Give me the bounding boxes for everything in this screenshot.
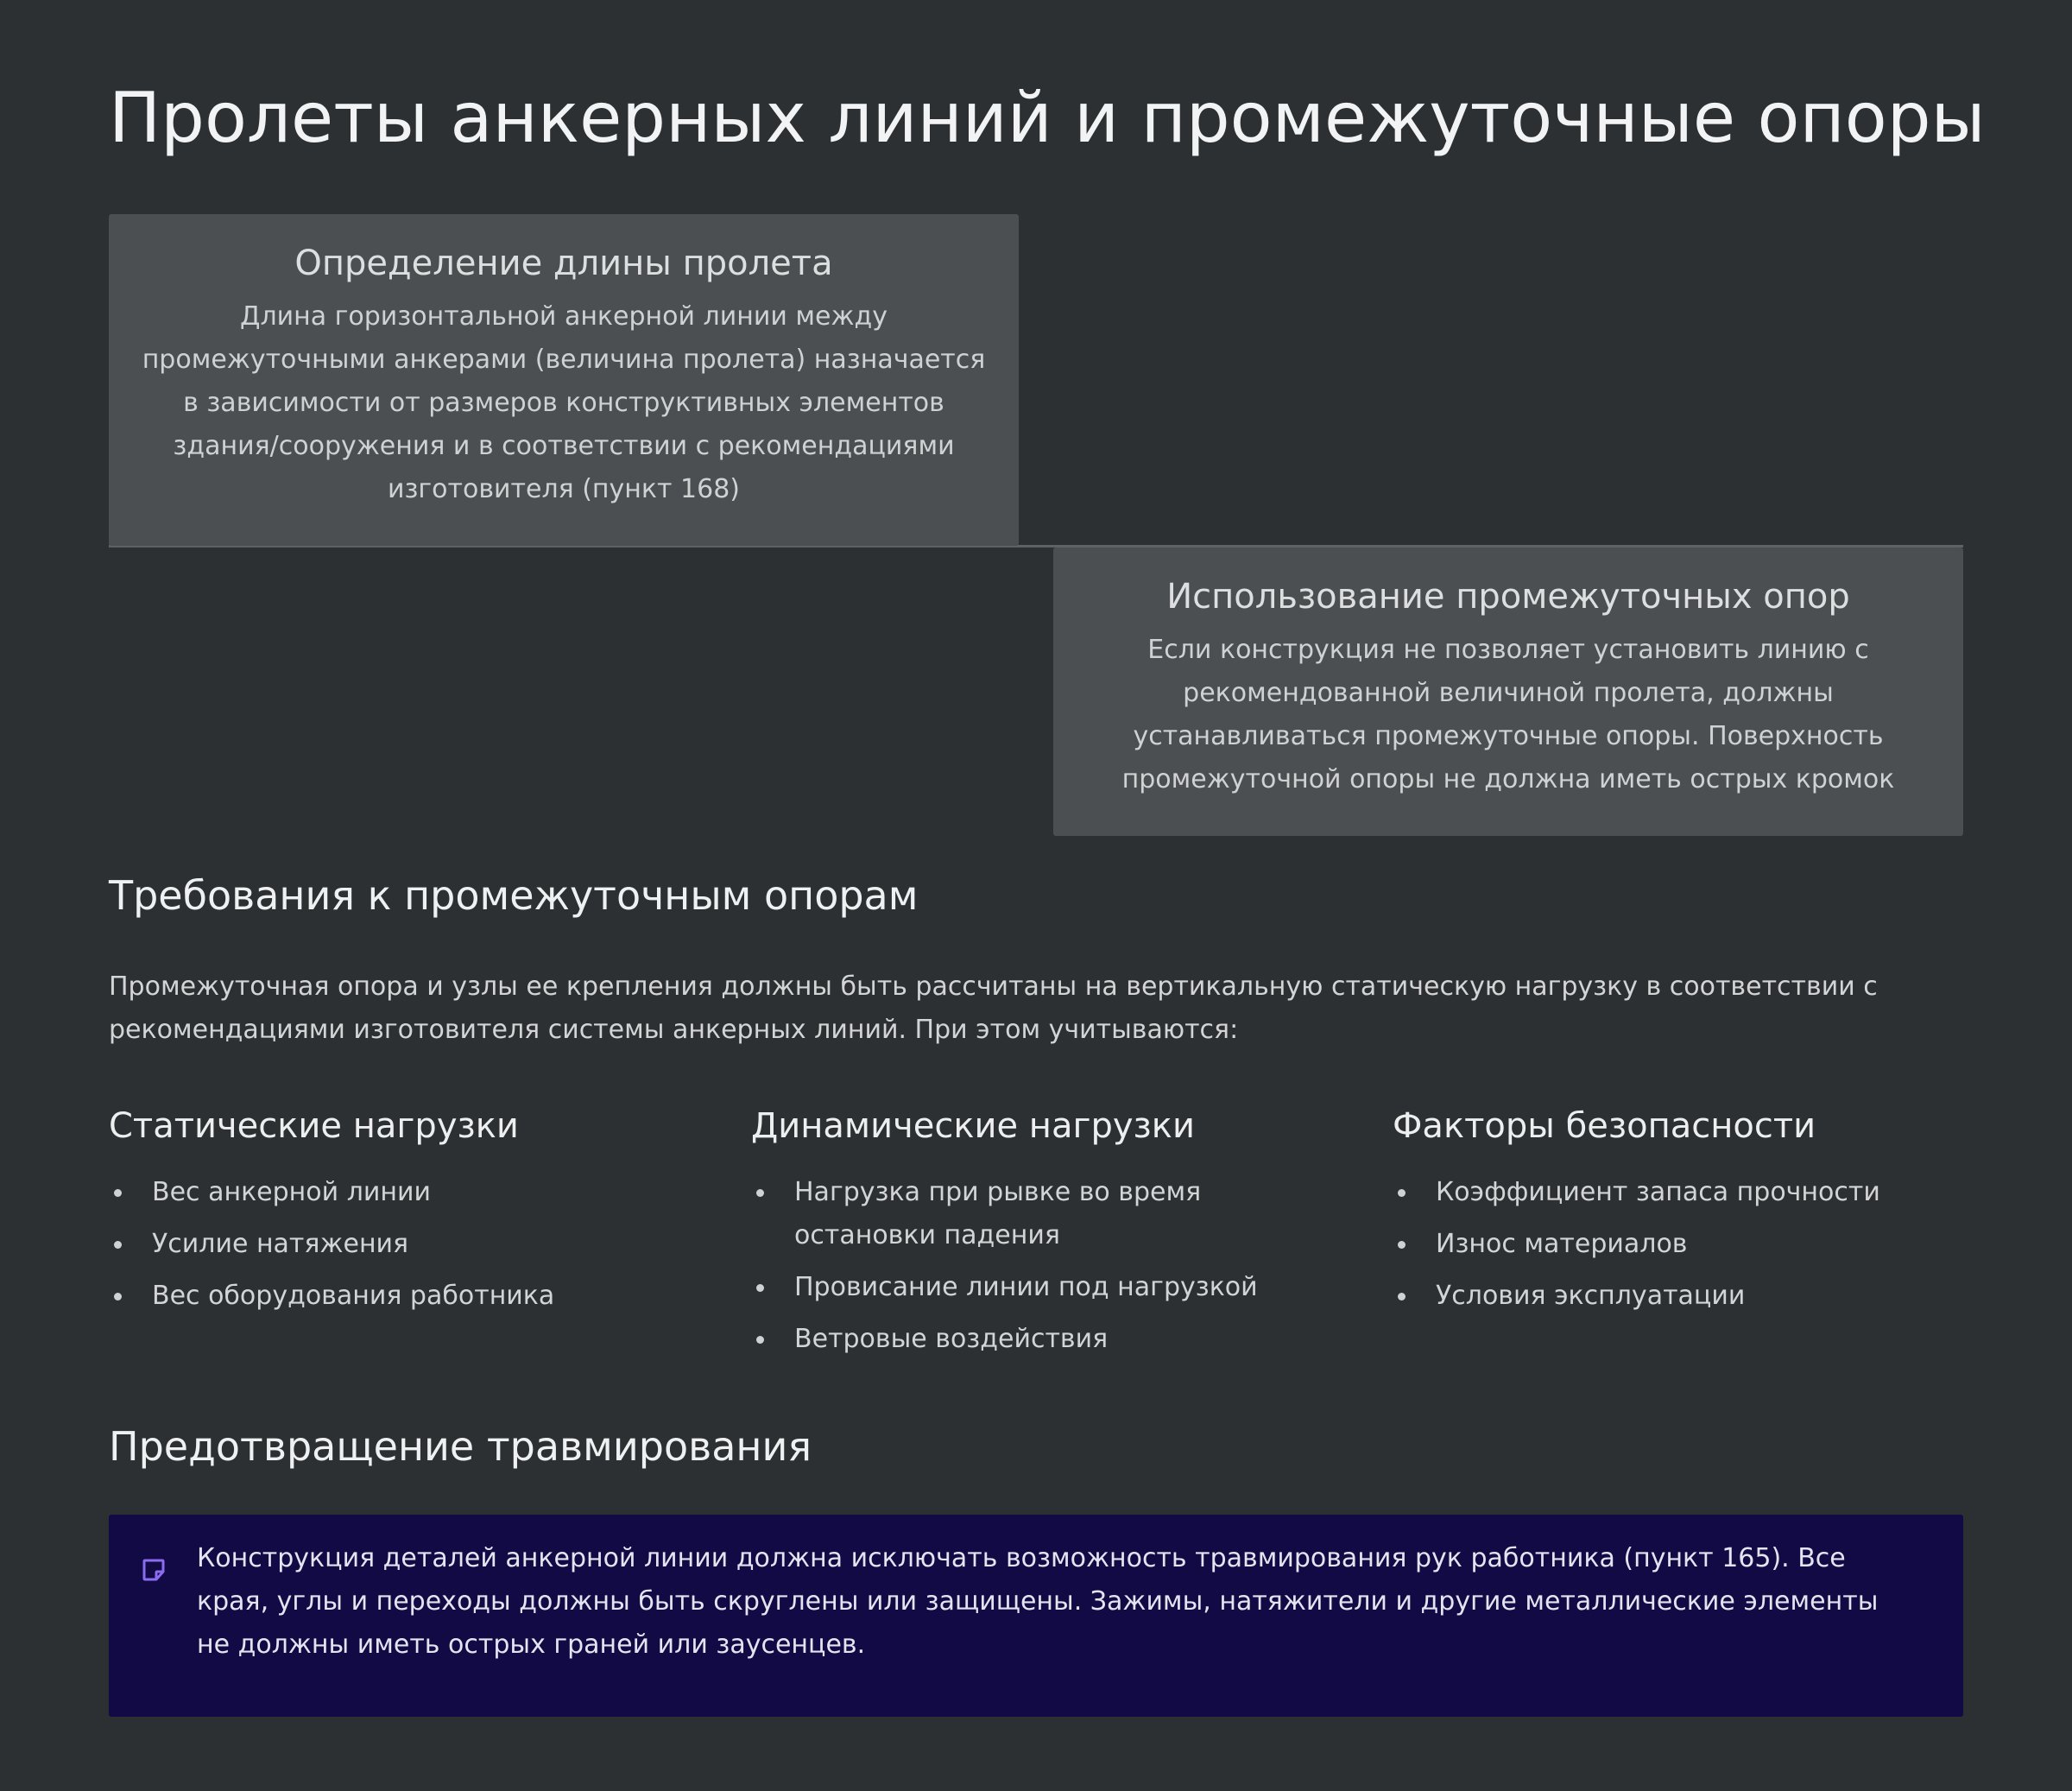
list-item: Нагрузка при рывке во время остановки падения [751, 1171, 1217, 1257]
injury-note-callout [109, 1515, 1963, 1717]
column-title: Статические нагрузки [109, 1106, 519, 1146]
list-item: Усилие натяжения [109, 1223, 704, 1266]
timeline-cards [109, 214, 1963, 836]
column-static-loads [109, 1102, 704, 1326]
card-intermediate-supports [1053, 547, 1963, 836]
card-text: Если конструкция не позволяет установить линию с рекомендованной величиной пролета, должны устанавливаться промежуточные опоры. Поверхность промежуточной опоры не должна иметь острых кромок [1121, 635, 1895, 794]
page-title: Пролеты анкерных линий и промежуточные опоры [109, 78, 1986, 158]
column-safety-factors [1393, 1102, 1988, 1326]
list-item: Условия эксплуатации [1393, 1275, 1988, 1318]
load-columns [109, 1102, 1963, 1395]
note-text: Конструкция деталей анкерной линии должна исключать возможность травмирования рук работника (пункт 165). Все края, углы и переходы должны быть скруглены или защищены. Зажимы, натяжители и другие металлические элементы не должны иметь острых граней или заусенцев. [197, 1543, 1879, 1660]
card-text: Длина горизонтальной анкерной линии между промежуточными анкерами (величина пролета) назначается в зависимости от размеров конструктивных элементов здания/сооружения и в соответствии с рекомендациями изготовителя (пункт 168) [142, 301, 986, 504]
list-item: Вес оборудования работника [109, 1275, 704, 1318]
note-icon [142, 1558, 166, 1582]
list-item: Ветровые воздействия [751, 1318, 1347, 1361]
bullet-list [751, 1171, 1347, 1361]
list-item: Коэффициент запаса прочности [1393, 1171, 1988, 1214]
requirements-intro: Промежуточная опора и узлы ее крепления должны быть рассчитаны на вертикальную статическую нагрузку в соответствии с рекомендациями изготовителя системы анкерных линий. При этом учитываются: [109, 971, 1878, 1045]
list-item: Износ материалов [1393, 1223, 1988, 1266]
card-span-definition [109, 214, 1019, 546]
bullet-list [1393, 1171, 1988, 1318]
card-title: Определение длины пролета [294, 244, 833, 283]
column-dynamic-loads [751, 1102, 1347, 1370]
injury-prevention-heading: Предотвращение травмирования [109, 1423, 812, 1470]
list-item: Вес анкерной линии [109, 1171, 704, 1214]
card-title: Использование промежуточных опор [1166, 577, 1850, 617]
requirements-heading: Требования к промежуточным опорам [109, 872, 919, 919]
bullet-list [109, 1171, 704, 1318]
column-title: Динамические нагрузки [751, 1106, 1195, 1146]
column-title: Факторы безопасности [1393, 1106, 1816, 1146]
list-item: Провисание линии под нагрузкой [751, 1266, 1347, 1309]
